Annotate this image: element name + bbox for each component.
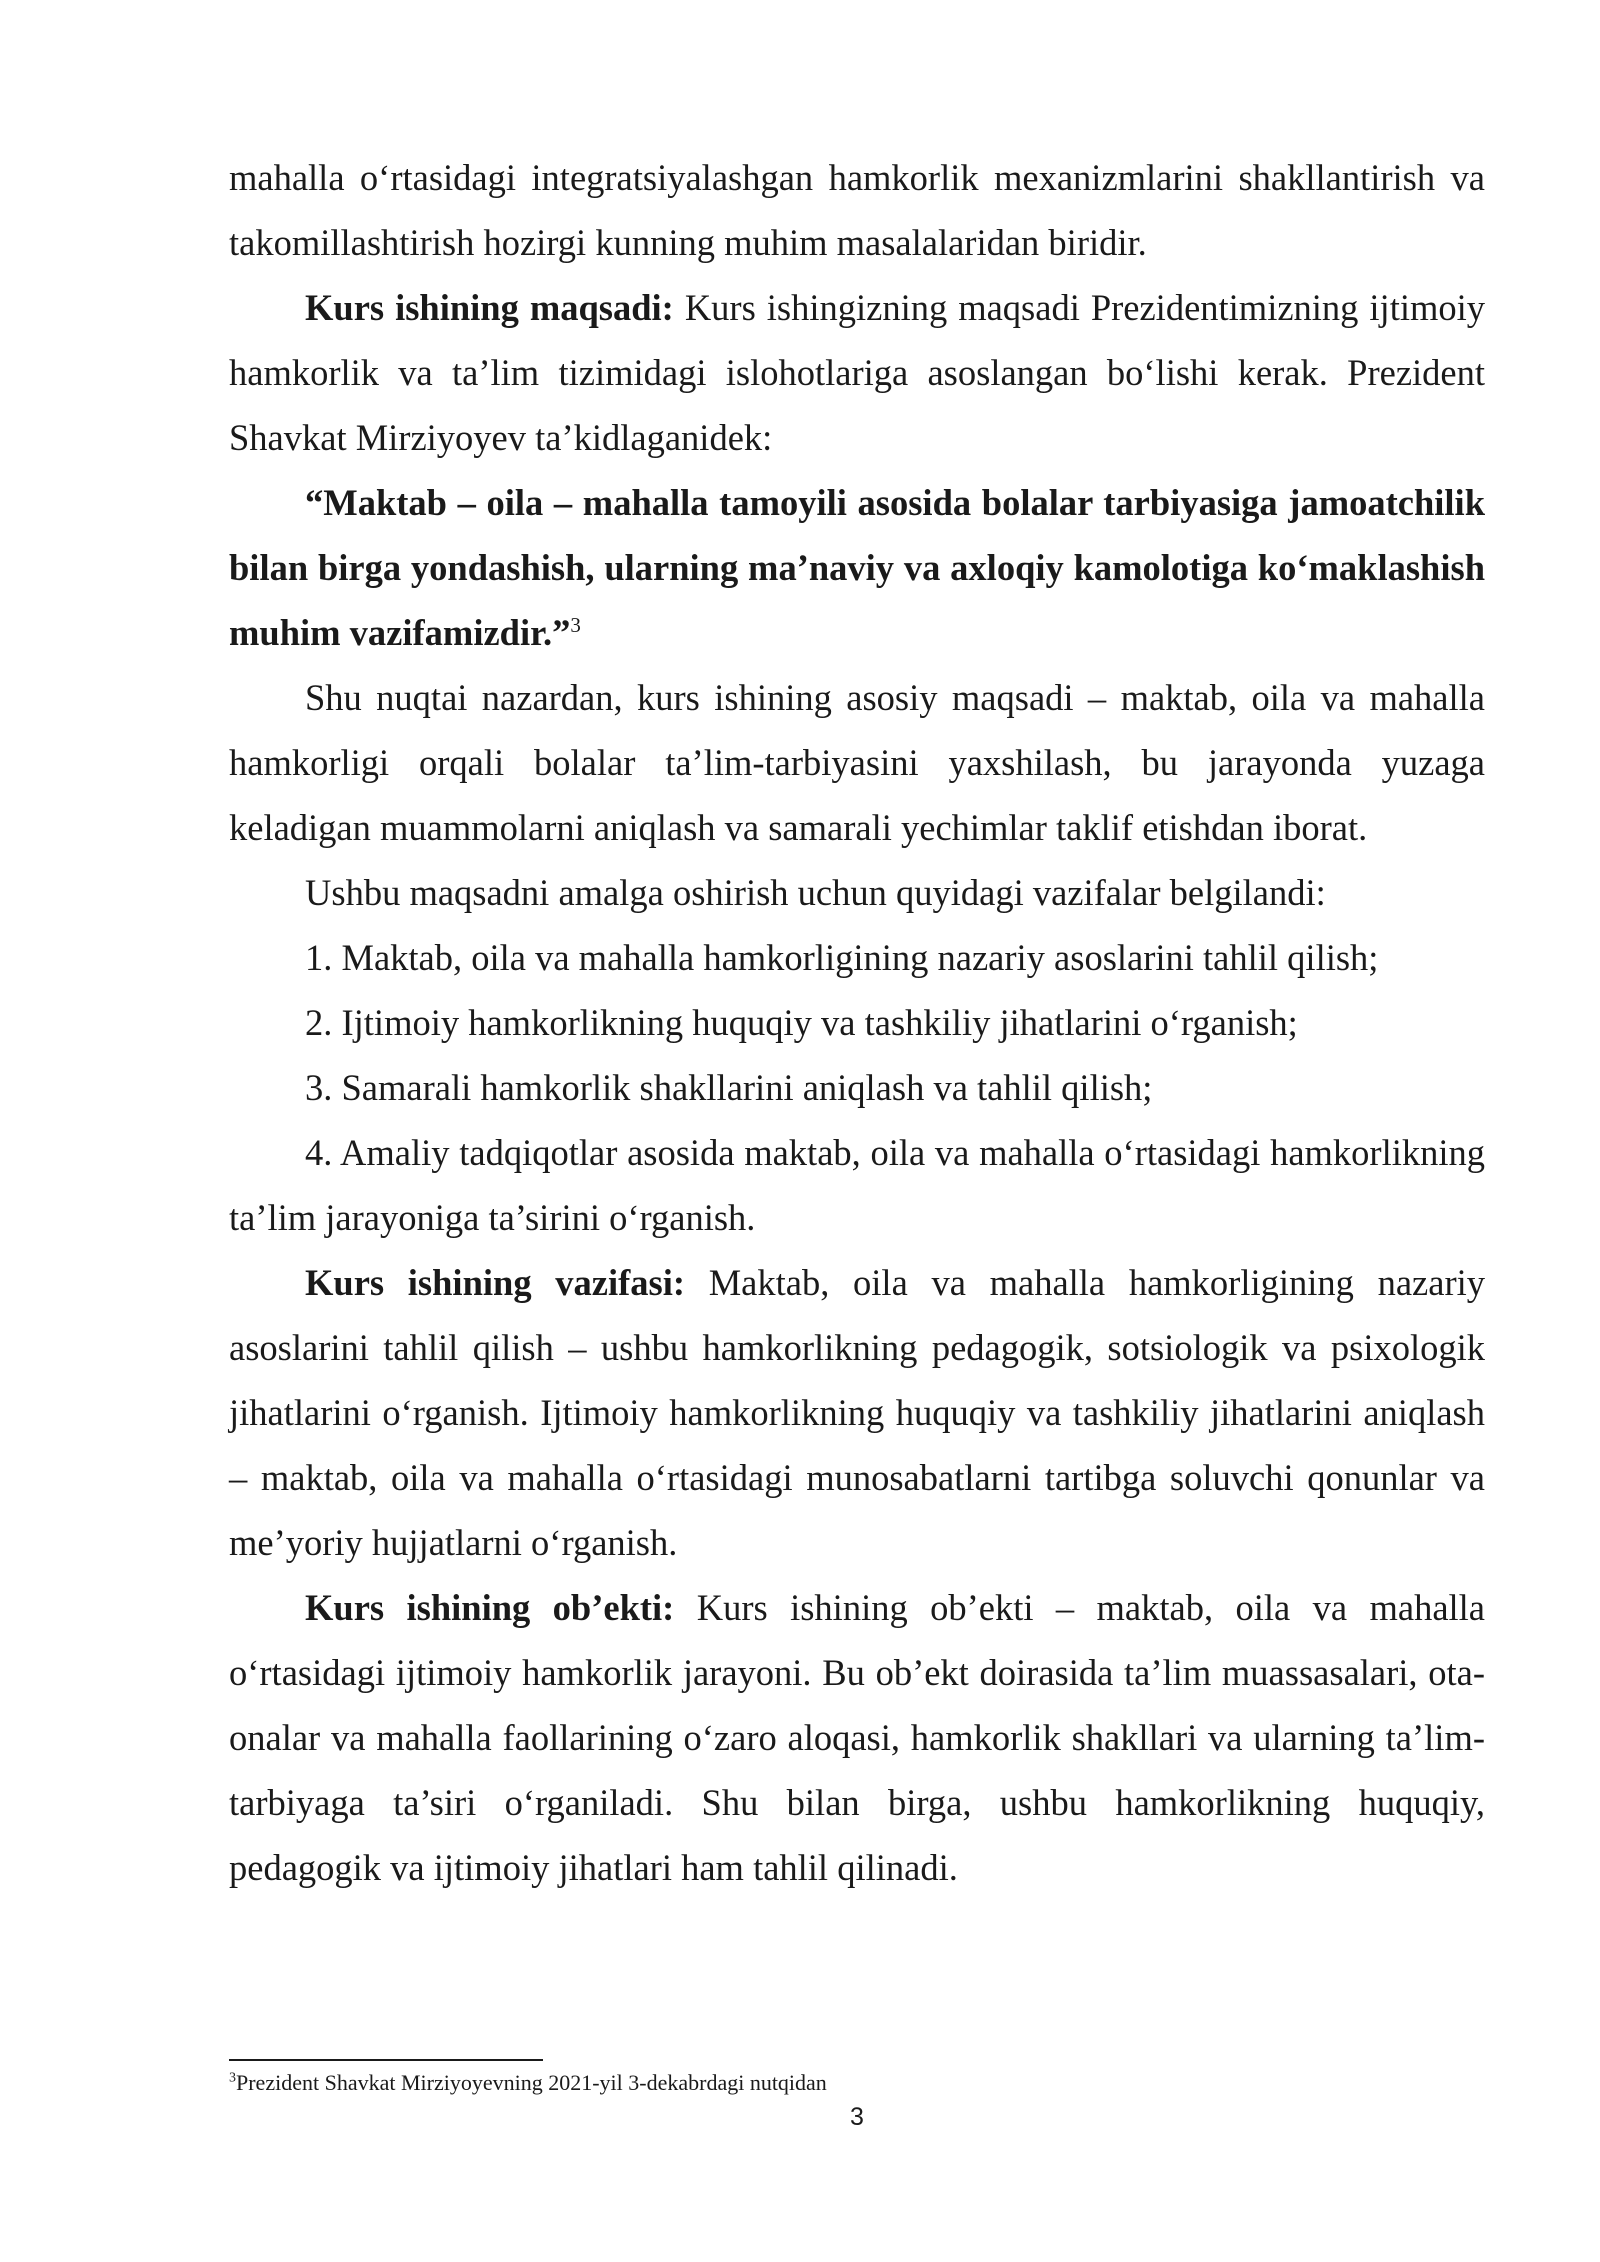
footnote-separator xyxy=(229,2059,543,2061)
document-body xyxy=(229,145,1485,1900)
page-number: 3 xyxy=(850,2103,864,2131)
task-item-4: 4. Amaliy tadqiqotlar asosida maktab, oila va mahalla o‘rtasidagi hamkorlikning ta’lim jarayoniga ta’sirini o‘rganish. xyxy=(229,1132,1485,1238)
duties-text: Maktab, oila va mahalla hamkorligining nazariy asoslarini tahlil qilish – ushbu hamkorlikning pedagogik, sotsiologik va psixologik jihatlarini o‘rganish. Ijtimoiy hamkorlikning huquqiy va tashkiliy jihatlarini aniqlash – maktab, oila va mahalla o‘rtasidagi munosabatlarni tartibga soluvchi qonunlar va me’yoriy hujjatlarni o‘rganish. xyxy=(229,1262,1485,1563)
paragraph-tasks-intro: Ushbu maqsadni amalga oshirish uchun quyidagi vazifalar belgilandi: xyxy=(305,872,1326,913)
quote-text: “Maktab – oila – mahalla tamoyili asosida bolalar tarbiyasiga jamoatchilik bilan birga yondashish, ularning ma’naviy va axloqiy kamolotiga ko‘maklashish muhim vazifamizdir.” xyxy=(229,482,1485,653)
task-item-1: 1. Maktab, oila va mahalla hamkorligining nazariy asoslarini tahlil qilish; xyxy=(305,937,1379,978)
object-text: Kurs ishining ob’ekti – maktab, oila va mahalla o‘rtasidagi ijtimoiy hamkorlik jarayoni. Bu ob’ekt doirasida ta’lim muassasalari, ota-onalar va mahalla faollarining o‘zaro aloqasi, hamkorlik shakllari va ularning ta’lim-tarbiyaga ta’siri o‘rganiladi. Shu bilan birga, ushbu hamkorlikning huquqiy, pedagogik va ijtimoiy jihatlari ham tahlil qilinadi. xyxy=(229,1587,1485,1888)
footnote-text: Prezident Shavkat Mirziyoyevning 2021-yil 3-dekabrdagi nutqidan xyxy=(236,2070,827,2095)
paragraph-duties xyxy=(229,1250,1485,1575)
goal-text: Kurs ishingizning maqsadi Prezidentimizning ijtimoiy hamkorlik va ta’lim tizimidagi islohotlariga asoslangan bo‘lishi kerak. Prezident Shavkat Mirziyoyev ta’kidlaganidek: xyxy=(229,287,1486,458)
task-item-2: 2. Ijtimoiy hamkorlikning huquqiy va tashkiliy jihatlarini o‘rganish; xyxy=(305,1002,1298,1043)
duties-heading: Kurs ishining vazifasi: xyxy=(305,1262,686,1303)
paragraph-quote xyxy=(229,470,1485,665)
paragraph-continuation: mahalla o‘rtasidagi integratsiyalashgan hamkorlik mexanizmlarini shakllantirish va takomillashtirish hozirgi kunning muhim masalalaridan biridir. xyxy=(229,157,1485,263)
footnote-number: 3 xyxy=(229,2070,236,2086)
paragraph-object xyxy=(229,1575,1485,1900)
footnote-reference: 3 xyxy=(570,612,581,637)
object-heading: Kurs ishining ob’ekti: xyxy=(305,1587,675,1628)
paragraph-main-goal: Shu nuqtai nazardan, kurs ishining asosiy maqsadi – maktab, oila va mahalla hamkorligi orqali bolalar ta’lim-tarbiyasini yaxshilash, bu jarayonda yuzaga keladigan muammolarni aniqlash va samarali yechimlar taklif etishdan iborat. xyxy=(229,677,1485,848)
paragraph-goal xyxy=(229,275,1485,470)
task-item-3: 3. Samarali hamkorlik shakllarini aniqlash va tahlil qilish; xyxy=(305,1067,1153,1108)
footnote xyxy=(229,2068,1485,2098)
goal-heading: Kurs ishining maqsadi: xyxy=(305,287,674,328)
